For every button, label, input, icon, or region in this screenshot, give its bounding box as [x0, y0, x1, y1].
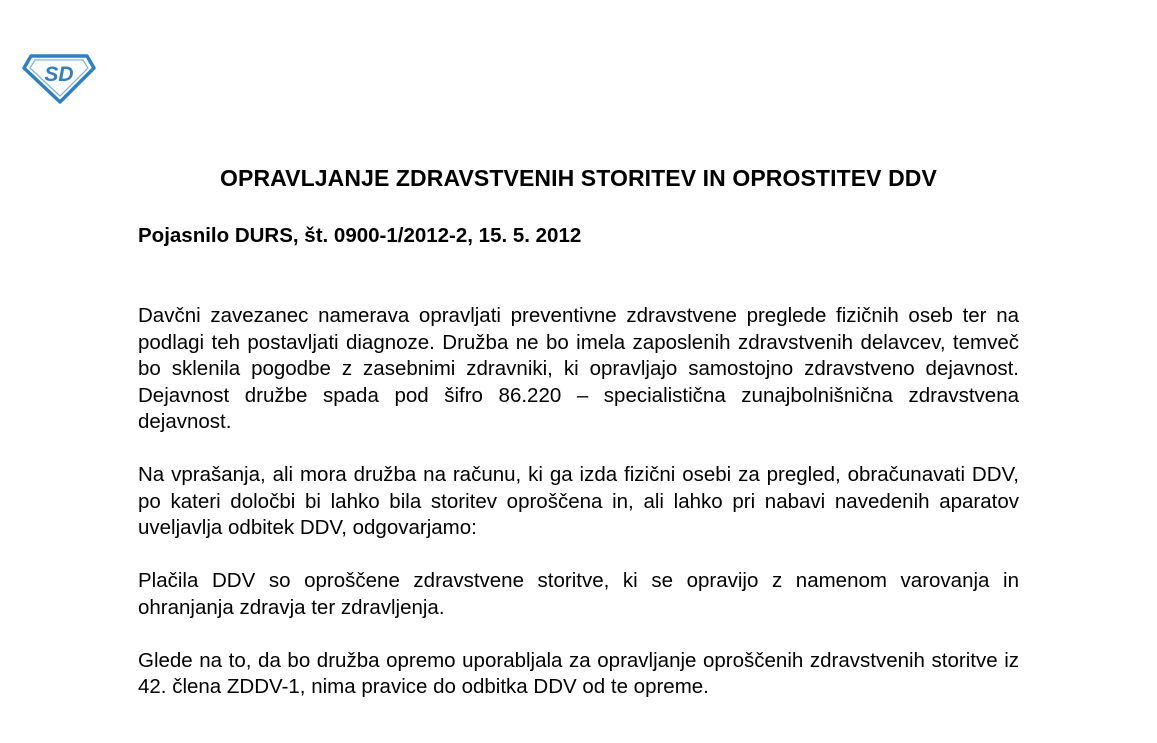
paragraph: Glede na to, da bo družba opremo uporabljala za opravljanje oproščenih zdravstvenih storitve iz 42. člena ZDDV-1, nima pravice do odbitka DDV od te opreme.: [138, 648, 1019, 698]
paragraph: Plačila DDV so oproščene zdravstvene storitve, ki se opravijo z namenom varovanja in ohranjanja zdravja ter zdravljenja.: [138, 569, 1019, 619]
document-subtitle: Pojasnilo DURS, št. 0900-1/2012-2, 15. 5. 2012: [138, 224, 582, 247]
logo-lettering: SD: [44, 63, 74, 86]
paragraph: Na vprašanja, ali mora družba na računu, ki ga izda fizični osebi za pregled, obračunavati DDV, po kateri določbi bi lahko bila storitev oproščena in, ali lahko pri nabavi navedenih aparatov uveljavlja odbitek DDV, odgovarjamo:: [138, 463, 1019, 539]
document-body: [138, 303, 1019, 701]
paragraph: Davčni zavezanec namerava opravljati preventivne zdravstvene preglede fizičnih oseb ter na podlagi teh postavljati diagnoze. Družba ne bo imela zaposlenih zdravstvenih delavcev, temveč bo sklenila pogodbe z zasebnimi zdravniki, ki opravljajo samostojno zdravstveno dejavnost. Dejavnost družbe spada pod šifro 86.220 – specialistična zunajbolnišnična zdravstvena dejavnost.: [138, 304, 1019, 433]
company-logo: [22, 50, 96, 104]
document-title: OPRAVLJANJE ZDRAVSTVENIH STORITEV IN OPROSTITEV DDV: [220, 165, 937, 191]
